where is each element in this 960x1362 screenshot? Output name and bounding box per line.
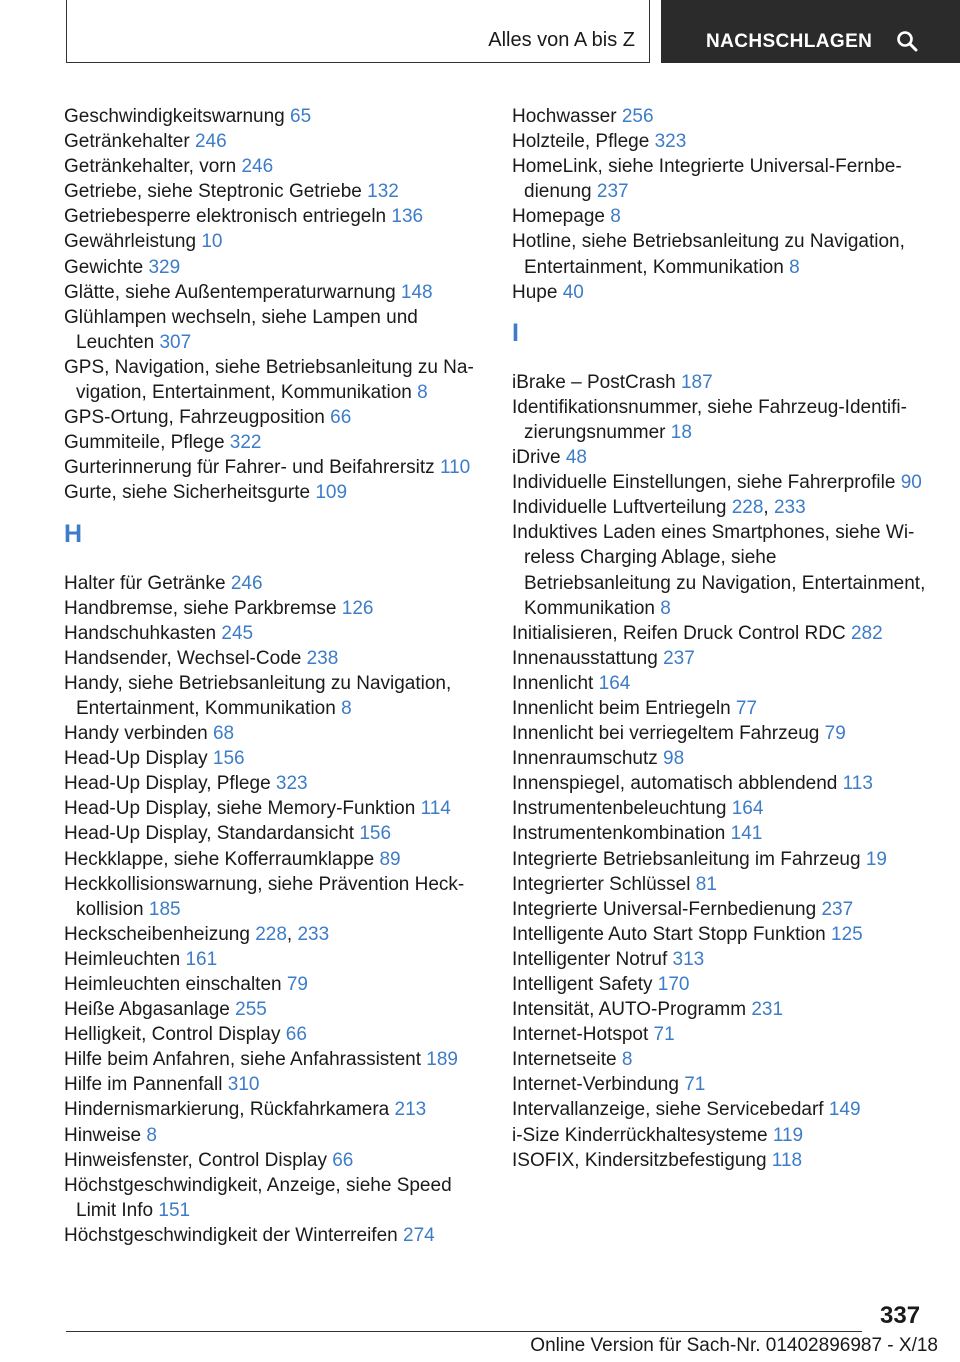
page-reference-link[interactable]: 8 [146,1124,157,1146]
page-reference-link[interactable]: 66 [330,407,352,429]
page-reference-link[interactable]: 79 [286,974,308,995]
page-reference-link[interactable]: 71 [684,1074,706,1096]
index-entry [64,1022,484,1047]
page-reference-link[interactable]: 213 [394,1099,427,1121]
index-entry-text: GPS-Ortung, Fahrzeugposition [64,407,325,429]
page-reference-link[interactable]: 237 [821,898,854,920]
page-reference-link[interactable]: 151 [158,1199,191,1221]
page-reference-link[interactable]: 161 [185,948,218,970]
index-entry-text: Handy, siehe Betriebsanleitung zu Navigation, [64,672,452,694]
index-entry-text: Gewichte [64,256,144,278]
index-entry [512,897,932,922]
page-reference-link[interactable]: 132 [367,181,399,203]
page-reference-link[interactable]: 282 [850,622,883,644]
page-reference-link[interactable]: 77 [735,697,758,719]
page-reference-link[interactable]: 189 [426,1049,458,1071]
index-entry [64,796,484,821]
index-entry-text: Induktives Laden eines Smartphones, siehe Wi- [512,522,915,544]
index-entry [64,1223,484,1248]
index-entry [512,470,932,495]
index-entry-text: GPS, Navigation, siehe Betriebsanleitung zu Na- [64,356,474,378]
index-entry-text: HomeLink, siehe Integrierte Universal-Fernbe- [512,156,902,178]
index-entry [64,972,484,997]
page-reference-link[interactable]: 79 [824,723,846,745]
index-column-right [512,104,932,1173]
index-entry [64,1097,484,1122]
index-entry [64,305,484,355]
index-entry [64,154,484,179]
header-chapter-title: NACHSCHLAGEN [706,31,873,52]
index-entry-text: dienung [524,181,592,203]
index-entry-text: Getriebe, siehe Steptronic Getriebe [64,181,362,203]
index-entry-text: Heckkollisionswarnung, siehe Prävention Heck- [64,873,465,895]
index-entry-text: Innenausstattung [512,647,658,669]
page-reference-link[interactable]: 185 [148,898,181,920]
page-reference-link[interactable]: 231 [751,999,784,1021]
index-entry [64,430,484,455]
page-reference-link[interactable]: 66 [332,1149,354,1171]
index-entry-text: Heimleuchten einschalten [64,974,282,995]
page-reference-link[interactable]: 246 [241,156,274,178]
page-reference-link[interactable]: 114 [420,798,451,820]
index-entry-text: Getränkehalter [64,131,190,153]
index-entry-text: Gewährleistung [64,231,197,253]
index-entry [512,796,932,821]
index-entry [64,255,484,280]
page-reference-link[interactable]: 228 [255,923,287,945]
page-reference-link[interactable]: 18 [670,421,692,443]
page-reference-link[interactable]: 255 [235,999,267,1021]
index-entry-text: Betriebsanleitung zu Navigation, Entertainment, [524,572,926,594]
index-entry [64,721,484,746]
index-entry-text: Innenlicht bei verriegeltem Fahrzeug [512,723,820,745]
index-entry [64,947,484,972]
index-entry-text: Heimleuchten [64,948,181,970]
page-reference-link[interactable]: 310 [227,1074,260,1096]
index-entry-text: Handsender, Wechsel-Code [64,647,302,669]
index-entry-text: Limit Info [76,1199,154,1221]
page-reference-link[interactable]: 8 [341,697,352,719]
index-entry-text: Head-Up Display, siehe Memory-Funktion [64,798,416,820]
page-reference-link[interactable]: 256 [621,106,654,127]
index-entry-text: Entertainment, Kommunikation [76,697,336,719]
index-entry-text: Hindernismarkierung, Rückfahrkamera [64,1099,390,1121]
index-entry [512,395,932,445]
page-reference-link[interactable]: 237 [663,647,695,669]
page-reference-link[interactable]: 141 [730,823,763,845]
index-entry-text: Innenspiegel, automatisch abblendend [512,773,838,795]
index-entry-text: Intensität, AUTO-Programm [512,999,747,1021]
index-entry [512,445,932,470]
page-reference-link[interactable]: 10 [201,231,223,253]
index-entry [64,872,484,922]
index-entry-text: reless Charging Ablage, siehe [524,547,777,569]
index-entry-text: Internet-Hotspot [512,1024,649,1046]
index-entry [512,204,932,229]
page-reference-link[interactable]: 68 [212,723,235,745]
index-entry [512,1022,932,1047]
index-entry [64,480,484,505]
index-entry-text: Kommunikation [524,597,655,619]
page-reference-link[interactable]: 8 [621,1049,633,1071]
index-entry-text: Höchstgeschwindigkeit, Anzeige, siehe Speed [64,1174,452,1196]
index-entry-text: Internetseite [512,1049,617,1071]
page-reference-link[interactable]: 233 [773,497,806,519]
page-reference-link[interactable]: 245 [221,622,254,644]
page-reference-link[interactable]: 313 [672,948,705,970]
index-entry-text: Hilfe beim Anfahren, siehe Anfahrassistent [64,1049,421,1071]
page-number: 337 [880,1302,921,1329]
index-entry-text: Innenlicht beim Entriegeln [512,697,731,719]
index-entry-text: Intelligente Auto Start Stopp Funktion [512,923,826,945]
index-entry [64,847,484,872]
index-entry-text: Hotline, siehe Betriebsanleitung zu Navigation, [512,231,905,253]
index-entry [64,746,484,771]
index-entry-text: i-Size Kinderrückhaltesysteme [512,1124,768,1146]
index-entry [512,872,932,897]
index-column-left [64,104,484,1248]
index-entry [64,646,484,671]
index-entry [64,455,484,480]
index-entry [512,972,932,997]
index-entry [512,104,932,129]
index-entry-text: Getränkehalter, vorn [64,156,237,178]
index-entry-text: Head-Up Display [64,748,208,770]
page-reference-link[interactable]: 90 [900,472,922,494]
page-reference-link[interactable]: 113 [842,773,873,795]
footer-divider [66,1331,862,1332]
index-entry-text: Intelligent Safety [512,974,653,995]
index-entry-text: Heckklappe, siehe Kofferraumklappe [64,848,375,870]
index-entry-text: Handbremse, siehe Parkbremse [64,597,337,619]
page-reference-link[interactable]: 119 [772,1124,804,1146]
index-entry-text: ISOFIX, Kindersitzbefestigung [512,1149,767,1171]
index-entry [64,179,484,204]
page-reference-link[interactable]: 322 [229,432,262,454]
index-entry-text: zierungsnummer [524,421,666,443]
index-entry [64,280,484,305]
page-reference-link[interactable]: 323 [275,773,308,795]
index-entry-text: Homepage [512,206,605,228]
header-section-title: Alles von A bis Z [488,29,635,51]
page-reference-link[interactable]: 71 [653,1024,675,1046]
index-entry [512,154,932,204]
index-entry-text: Gurterinnerung für Fahrer- und Beifahrersitz [64,457,435,479]
index-entry-text: Heiße Abgasanlage [64,999,230,1021]
index-entry [512,370,932,395]
index-entry-text: iDrive [512,447,561,469]
page-reference-link[interactable]: 323 [654,131,687,153]
index-entry-text: iBrake – PostCrash [512,371,676,393]
page-reference-link[interactable]: 81 [695,873,717,895]
index-entry-text: Head-Up Display, Pflege [64,773,271,795]
index-entry-text: Initialisieren, Reifen Druck Control RDC [512,622,846,644]
index-entry-text: Hochwasser [512,106,617,127]
index-entry [64,997,484,1022]
index-entry: Heckscheibenheizung 228, 233 [64,923,330,945]
page-reference-link[interactable]: 8 [610,206,621,228]
index-entry [64,104,484,129]
index-entry-text: Hupe [512,281,558,303]
page-reference-link[interactable]: 164 [598,672,631,694]
index-entry [512,1047,932,1072]
index-entry-text: Höchstgeschwindigkeit der Winterreifen [64,1224,398,1246]
page-reference-link[interactable]: 40 [562,281,584,303]
index-entry-text: Handy verbinden [64,723,208,745]
index-entry-text: Handschuhkasten [64,622,217,644]
index-entry [512,671,932,696]
page-reference-link[interactable]: 125 [831,923,863,945]
index-entry [512,520,932,620]
index-entry [512,1097,932,1122]
index-entry-text: Innenraumschutz [512,748,658,770]
index-entry [512,1148,932,1173]
page-reference-link[interactable]: 237 [596,181,629,203]
index-entry [512,1072,932,1097]
index-entry-text: Helligkeit, Control Display [64,1024,281,1046]
page-reference-link[interactable]: 329 [148,256,181,278]
index-entry [64,1173,484,1223]
index-entry [512,922,932,947]
index-entry [64,1047,484,1072]
page-reference-link[interactable]: 66 [285,1024,307,1046]
index-entry [512,847,932,872]
index-entry-text: Hinweisfenster, Control Display [64,1149,327,1171]
page-reference-link[interactable]: 98 [663,748,685,770]
index-entry [64,1072,484,1097]
index-entry [64,1148,484,1173]
index-entry-text: Internet-Verbindung [512,1074,679,1096]
index-entry-text: Hinweise [64,1124,142,1146]
page-reference-link[interactable]: 19 [865,848,887,870]
index-entry-text: Holzteile, Pflege [512,131,650,153]
page-reference-link[interactable]: 8 [417,382,428,404]
page-reference-link[interactable]: 187 [680,371,713,393]
search-icon[interactable] [896,30,918,52]
page-reference-link[interactable]: 89 [379,848,401,870]
page-reference-link[interactable]: 156 [359,823,392,845]
header-section-box [66,0,650,63]
index-entry [512,821,932,846]
page-reference-link[interactable]: 8 [660,597,671,619]
index-entry-text: Individuelle Einstellungen, siehe Fahrerprofile [512,472,896,494]
page-reference-link[interactable]: 48 [565,447,587,469]
index-entry [512,746,932,771]
page-reference-link[interactable]: 148 [400,281,433,303]
index-entry [64,821,484,846]
index-entry-text: Gurte, siehe Sicherheitsgurte [64,482,311,504]
page-reference-link[interactable]: 126 [341,597,374,619]
page-reference-link[interactable]: 228 [731,497,764,519]
index-letter-heading: H [64,519,83,548]
page-reference-link[interactable]: 8 [789,256,800,278]
index-entry [512,947,932,972]
index-entry [512,229,932,279]
page-reference-link[interactable]: 246 [230,572,263,594]
index-entry-text: Geschwindigkeitswarnung [64,106,285,127]
index-entry-text: Innenlicht [512,672,594,694]
index-entry-text: Individuelle Luftverteilung [512,497,727,519]
index-entry-text: Integrierter Schlüssel [512,873,691,895]
header-chapter-tab[interactable] [661,0,960,63]
page-reference-link[interactable]: 136 [391,206,424,228]
index-entry-text: Identifikationsnummer, siehe Fahrzeug-Identifi- [512,396,907,418]
page-reference-link[interactable]: 274 [403,1224,435,1246]
page-reference-link[interactable]: 118 [771,1149,803,1171]
index-entry-text: Gummiteile, Pflege [64,432,225,454]
index-entry-text: Instrumentenkombination [512,823,726,845]
index-entry-text: Head-Up Display, Standardansicht [64,823,355,845]
page-reference-link[interactable]: 238 [306,647,339,669]
index-entry [64,621,484,646]
index-entry [64,671,484,721]
index-entry [512,696,932,721]
index-entry [512,646,932,671]
index-entry [64,129,484,154]
page-reference-link[interactable]: 109 [315,482,348,504]
index-entry [512,280,932,305]
index-entry [64,1123,484,1148]
index-entry [512,771,932,796]
page-reference-link[interactable]: 149 [828,1099,861,1121]
footer-version-text: Online Version für Sach-Nr. 01402896987 - X/18 [530,1335,938,1356]
index-entry [64,355,484,405]
index-entry-text: Getriebesperre elektronisch entriegeln [64,206,387,228]
index-entry-text: Halter für Getränke [64,572,226,594]
index-letter-heading: I [512,318,519,347]
index-entry-text: Glühlampen wechseln, siehe Lampen und [64,306,418,328]
page-reference-link[interactable]: 65 [290,106,312,127]
index-entry-text: vigation, Entertainment, Kommunikation [76,382,412,404]
index-entry-text: Entertainment, Kommunikation [524,256,784,278]
index-entry [512,721,932,746]
index-entry [512,621,932,646]
index-entry [64,596,484,621]
index-entry-text: Glätte, siehe Außentemperaturwarnung [64,281,396,303]
index-entry [64,771,484,796]
index-entry-text: Hilfe im Pannenfall [64,1074,223,1096]
index-entry-text: Instrumentenbeleuchtung [512,798,727,820]
index-entry [512,1123,932,1148]
page-reference-link[interactable]: 307 [159,331,192,353]
page-reference-link[interactable]: 170 [657,974,690,995]
index-entry: Individuelle Luftverteilung 228, 233 [512,497,806,519]
index-entry-text: Integrierte Universal-Fernbedienung [512,898,817,920]
page-reference-link[interactable]: 246 [194,131,227,153]
page-reference-link[interactable]: 233 [297,923,330,945]
index-entry [512,129,932,154]
index-entry [64,229,484,254]
page-reference-link[interactable]: 156 [212,748,245,770]
index-entry [64,204,484,229]
index-entry-text: Intervallanzeige, siehe Servicebedarf [512,1099,824,1121]
index-entry-text: Integrierte Betriebsanleitung im Fahrzeug [512,848,861,870]
page-reference-link[interactable]: 110 [439,457,471,479]
index-entry [64,405,484,430]
index-entry [512,997,932,1022]
page-reference-link[interactable]: 164 [731,798,764,820]
index-entry-text: kollision [76,898,144,920]
index-entry-text: Heckscheibenheizung [64,923,250,945]
index-entry [64,571,484,596]
index-entry-text: Leuchten [76,331,155,353]
index-entry-text: Intelligenter Notruf [512,948,668,970]
